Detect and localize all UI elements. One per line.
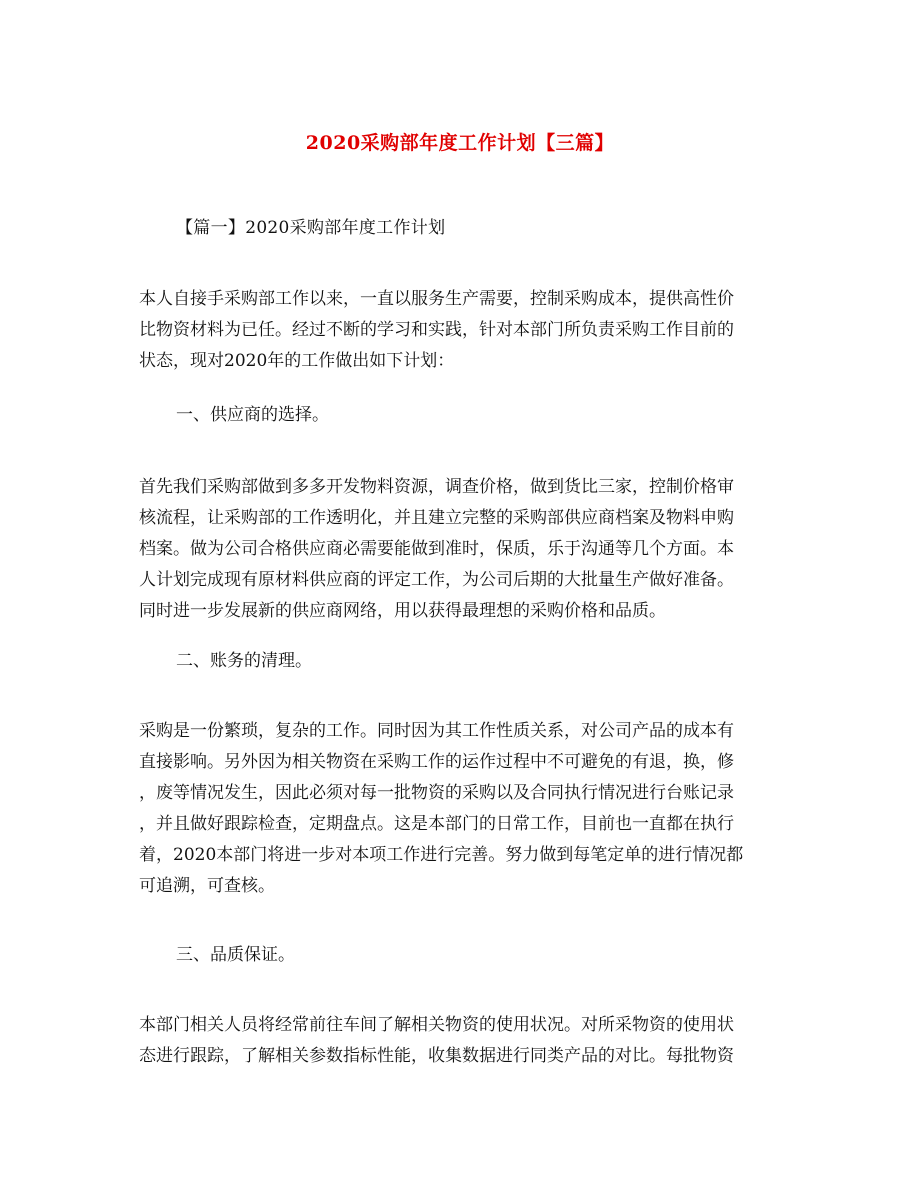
paragraph-line: 态进行跟踪，了解相关参数指标性能，收集数据进行同类产品的对比。每批物资 [139, 1046, 734, 1066]
heading-supplier-selection: 一、供应商的选择。 [176, 405, 329, 425]
paragraph-intro [139, 284, 779, 377]
paragraph-line: 首先我们采购部做到多多开发物料资源，调查价格，做到货比三家，控制价格审 [139, 477, 734, 497]
paragraph-line: 本部门相关人员将经常前往车间了解相关物资的使用状况。对所采物资的使用状 [139, 1015, 734, 1035]
heading-quality-assurance: 三、品质保证。 [176, 945, 295, 965]
paragraph-line: 档案。做为公司合格供应商必需要能做到准时，保质，乐于沟通等几个方面。本 [139, 539, 734, 559]
paragraph-line: 可追溯，可查核。 [139, 876, 275, 896]
section-subtitle: 【篇一】2020采购部年度工作计划 [176, 218, 446, 238]
paragraph-line: 核流程，让采购部的工作透明化，并且建立完整的采购部供应商档案及物料申购 [139, 508, 734, 528]
paragraph-line: 比物资材料为已任。经过不断的学习和实践，针对本部门所负责采购工作目前的 [139, 320, 734, 340]
paragraph-line: 直接影响。另外因为相关物资在采购工作的运作过程中不可避免的有退，换，修 [139, 752, 734, 772]
paragraph-line: 采购是一份繁琐，复杂的工作。同时因为其工作性质关系，对公司产品的成本有 [139, 721, 734, 741]
paragraph-line: 人计划完成现有原材料供应商的评定工作，为公司后期的大批量生产做好准备。 [139, 570, 734, 590]
document-title: 2020采购部年度工作计划【三篇】 [305, 132, 615, 154]
paragraph-line: ，并且做好跟踪检查，定期盘点。这是本部门的日常工作，目前也一直都在执行 [139, 814, 734, 834]
paragraph-line: ，废等情况发生，因此必须对每一批物资的采购以及合同执行情况进行台账记录 [139, 783, 734, 803]
paragraph-supplier [139, 472, 779, 627]
paragraph-line: 同时进一步发展新的供应商网络，用以获得最理想的采购价格和品质。 [139, 601, 666, 621]
heading-accounts-cleanup: 二、账务的清理。 [176, 651, 312, 671]
paragraph-line: 本人自接手采购部工作以来，一直以服务生产需要，控制采购成本，提供高性价 [139, 289, 734, 309]
paragraph-quality [139, 1010, 779, 1072]
paragraph-accounts [139, 716, 779, 902]
paragraph-line: 着，2020本部门将进一步对本项工作进行完善。努力做到每笔定单的进行情况都 [139, 845, 744, 865]
paragraph-line: 状态，现对2020年的工作做出如下计划： [139, 351, 455, 371]
